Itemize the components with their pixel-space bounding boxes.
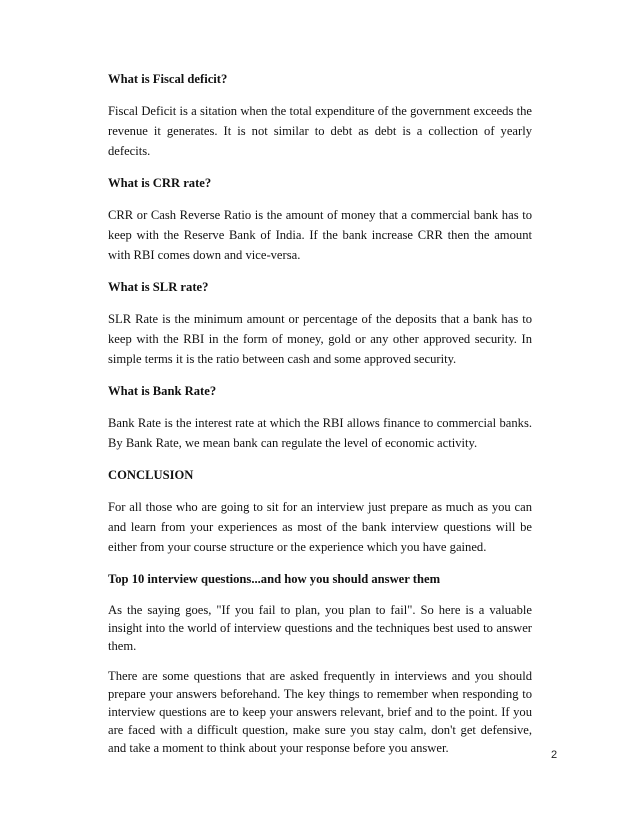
paragraph-bank-rate: Bank Rate is the interest rate at which the RBI allows finance to commercial banks. By Bank Rate, we mean bank can regulate the level of economic activity.	[108, 416, 532, 450]
heading-top-10-questions: Top 10 interview questions...and how you should answer them	[108, 572, 441, 586]
heading-crr-rate: What is CRR rate?	[108, 176, 212, 190]
page-number: 2	[551, 749, 558, 761]
heading-slr-rate: What is SLR rate?	[108, 280, 209, 294]
paragraph-fiscal-deficit: Fiscal Deficit is a sitation when the total expenditure of the government exceeds the revenue it generates. It is not similar to debt as debt is a collection of yearly defecits.	[108, 104, 532, 158]
paragraph-crr-rate: CRR or Cash Reverse Ratio is the amount of money that a commercial bank has to keep with the Reserve Bank of India. If the bank increase CRR then the amount with RBI comes down and vice-versa.	[108, 208, 532, 262]
paragraph-slr-rate: SLR Rate is the minimum amount or percentage of the deposits that a bank has to keep with the RBI in the form of money, gold or any other approved security. In simple terms it is the ratio between cash and some approved security.	[108, 312, 532, 366]
paragraph-saying: As the saying goes, "If you fail to plan, you plan to fail". So here is a valuable insight into the world of interview questions and the techniques best used to answer them.	[108, 603, 532, 653]
paragraph-frequent-questions: There are some questions that are asked frequently in interviews and you should prepare your answers beforehand. The key things to remember when responding to interview questions are to keep your answers relevant, brief and to the point. If you are faced with a difficult question, make sure you stay calm, don't get defensive, and take a moment to think about your response before you answer.	[108, 669, 532, 755]
page-content	[108, 69, 532, 769]
heading-fiscal-deficit: What is Fiscal deficit?	[108, 72, 228, 86]
heading-conclusion: CONCLUSION	[108, 468, 194, 482]
paragraph-conclusion: For all those who are going to sit for an interview just prepare as much as you can and learn from your experiences as most of the bank interview questions will be either from your course structure or the experience which you have gained.	[108, 500, 532, 554]
heading-bank-rate: What is Bank Rate?	[108, 384, 217, 398]
